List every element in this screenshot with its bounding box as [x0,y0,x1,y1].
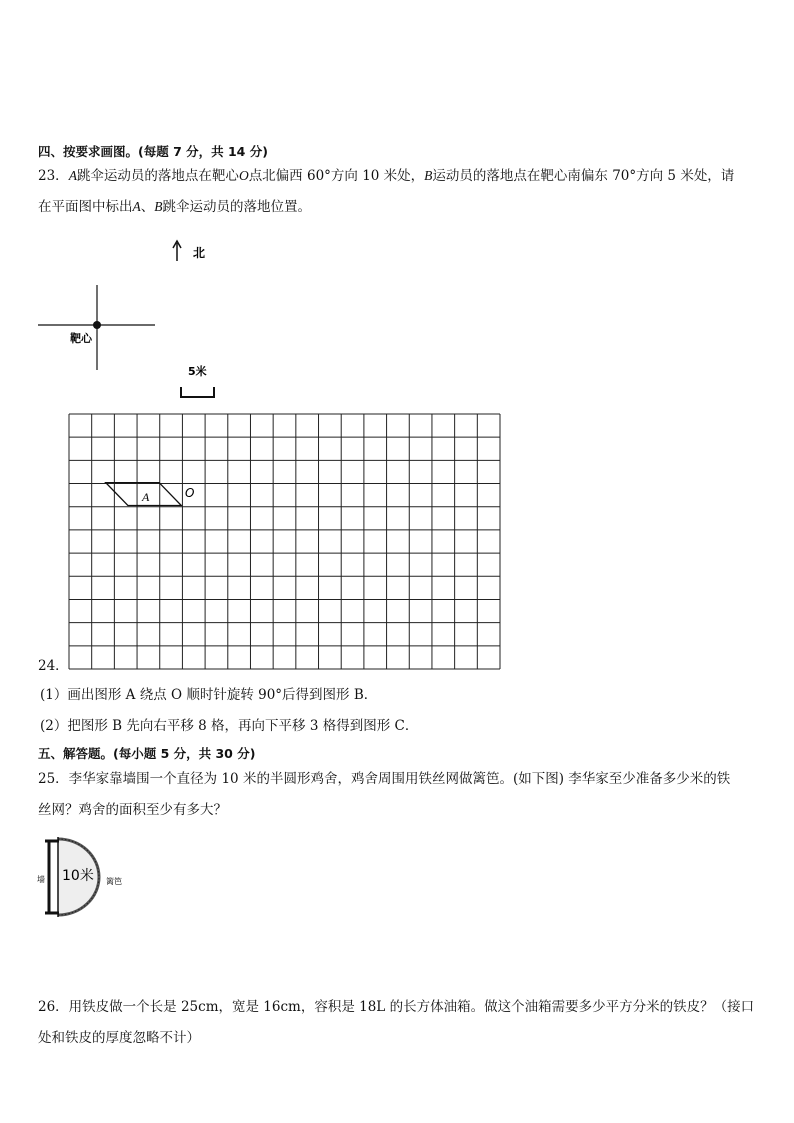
shape-a-label: A [142,490,150,504]
q26-text-line2: 处和铁皮的厚度忽略不计） [38,1030,200,1046]
target-center-label: 靶心 [70,332,92,345]
q24-instruction-2: (2）把图形 B 先向右平移 8 格，再向下平移 3 格得到图形 C． [40,718,419,734]
point-o-label: O [185,486,195,500]
q23-text-line2 [38,198,311,216]
north-label: 北 [193,246,206,260]
q23-text: 跳伞运动员的落地位置。 [162,199,311,215]
q23-var-a: A [68,168,77,183]
north-arrow-icon [173,241,181,261]
q23-target-diagram [30,235,230,405]
q23-text-line1 [38,167,734,185]
q25-semicircle-diagram [32,833,142,923]
q23-number: 23． [38,168,69,184]
q23-var-b: B [154,199,163,214]
q25-text-line2: 丝网？鸡舍的面积至少有多大？ [38,802,227,818]
diameter-label: 10米 [62,868,94,884]
q25-text-line1: 25．李华家靠墙围一个直径为 10 米的半圆形鸡舍，鸡舍周围用铁丝网做篱笆。(如下图) 李华家至少准备多少米的铁 [38,771,731,787]
q23-var-b: B [424,168,433,183]
q23-text: 跳伞运动员的落地点在靶心 [76,168,239,184]
scale-label: 5米 [188,365,207,378]
q23-text: 在平面图中标出 [38,199,133,215]
q23-var-a: A [132,199,141,214]
target-center-dot [93,321,101,329]
section-5-heading: 五、解答题。(每小题 5 分，共 30 分) [38,746,256,761]
q24-number: 24． [38,658,69,674]
q23-var-o: O [238,168,249,183]
q24-grid-figure [60,408,510,676]
fence-label: 篱笆 [106,877,122,886]
section-4-heading: 四、按要求画图。(每题 7 分，共 14 分) [38,144,268,159]
scale-bar [181,387,214,397]
wall-label: 墙 [37,875,45,884]
grid [69,414,500,669]
q23-text: 、 [140,199,155,215]
q23-text: 点北偏西 60°方向 10 米处， [248,168,425,184]
q26-text-line1: 26．用铁皮做一个长是 25cm，宽是 16cm，容积是 18L 的长方体油箱。做这个油箱需要多少平方分米的铁皮？（接口 [38,999,755,1015]
q23-text: 运动员的落地点在靶心南偏东 70°方向 5 米处，请 [432,168,735,184]
q24-instruction-1: (1）画出图形 A 绕点 O 顺时针旋转 90°后得到图形 B． [40,687,378,703]
